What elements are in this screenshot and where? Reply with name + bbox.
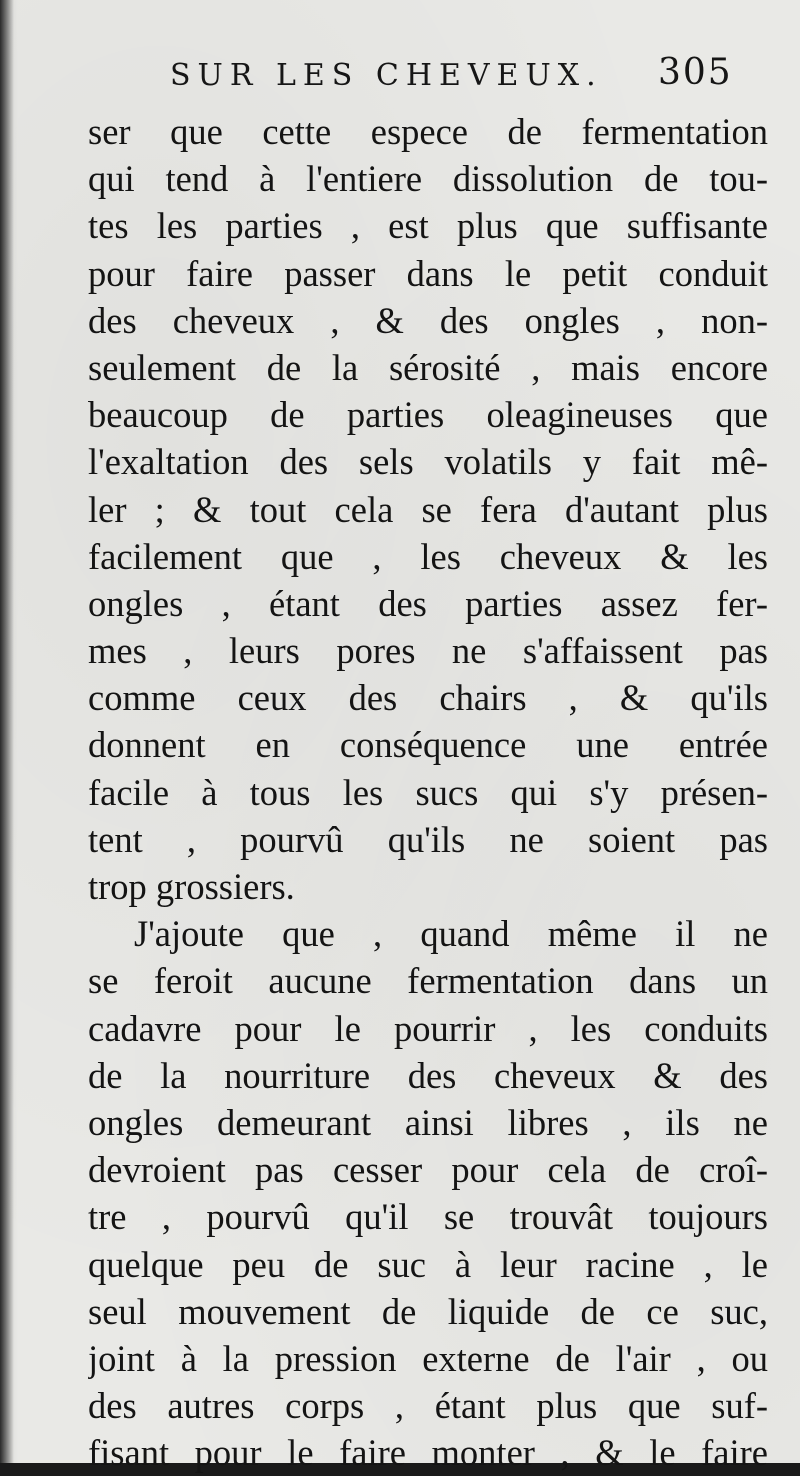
text-line: des cheveux , & des ongles , non- xyxy=(88,299,768,341)
text-line: tent , pourvû qu'ils ne soient pas xyxy=(88,818,768,860)
text-line: tre , pourvû qu'il se trouvât toujours xyxy=(88,1196,768,1238)
text-line: J'ajoute que , quand même il ne xyxy=(134,913,768,955)
page-header xyxy=(170,52,770,104)
page-number: 305 xyxy=(658,52,733,93)
spine-shadow xyxy=(0,0,14,1463)
text-line: cadavre pour le pourrir , les conduits xyxy=(88,1007,768,1049)
text-line: se feroit aucune fermentation dans un xyxy=(88,960,768,1002)
text-line: seul mouvement de liquide de ce suc, xyxy=(88,1290,768,1332)
text-line: ler ; & tout cela se fera d'autant plus xyxy=(88,488,768,530)
text-line: mes , leurs pores ne s'affaissent pas xyxy=(88,630,768,672)
text-line: pour faire passer dans le petit conduit xyxy=(88,252,768,294)
text-line: joint à la pression externe de l'air , ou xyxy=(88,1337,768,1379)
text-line: ongles , étant des parties assez fer- xyxy=(88,582,768,624)
text-line: l'exaltation des sels volatils y fait mê- xyxy=(88,441,768,483)
text-line: trop grossiers. xyxy=(88,866,295,907)
text-line: ongles demeurant ainsi libres , ils ne xyxy=(88,1101,768,1143)
text-line: fisant pour le faire monter , & le faire xyxy=(88,1432,768,1474)
paragraph-1 xyxy=(88,108,768,910)
text-line: ser que cette espece de fermentation xyxy=(88,111,768,152)
text-line: devroient pas cesser pour cela de croî- xyxy=(88,1149,768,1191)
paragraph-2 xyxy=(88,910,768,1476)
text-line: beaucoup de parties oleagineuses que xyxy=(88,394,768,436)
text-line: des autres corps , étant plus que suf- xyxy=(88,1385,768,1427)
text-line: facile à tous les sucs qui s'y présen- xyxy=(88,771,768,813)
text-line: de la nourriture des cheveux & des xyxy=(88,1054,768,1096)
text-line: facilement que , les cheveux & les xyxy=(88,535,768,577)
text-line: donnent en conséquence une entrée xyxy=(88,724,768,766)
text-line: tes les parties , est plus que suffisante xyxy=(88,205,768,247)
body-text xyxy=(88,108,768,1476)
text-line: seulement de la sérosité , mais encore xyxy=(88,346,768,388)
text-line: qui tend à l'entiere dissolution de tou- xyxy=(88,158,768,200)
text-line: quelque peu de suc à leur racine , le xyxy=(88,1243,768,1285)
text-line: comme ceux des chairs , & qu'ils xyxy=(88,677,768,719)
running-title: SUR LES CHEVEUX. xyxy=(170,58,603,93)
